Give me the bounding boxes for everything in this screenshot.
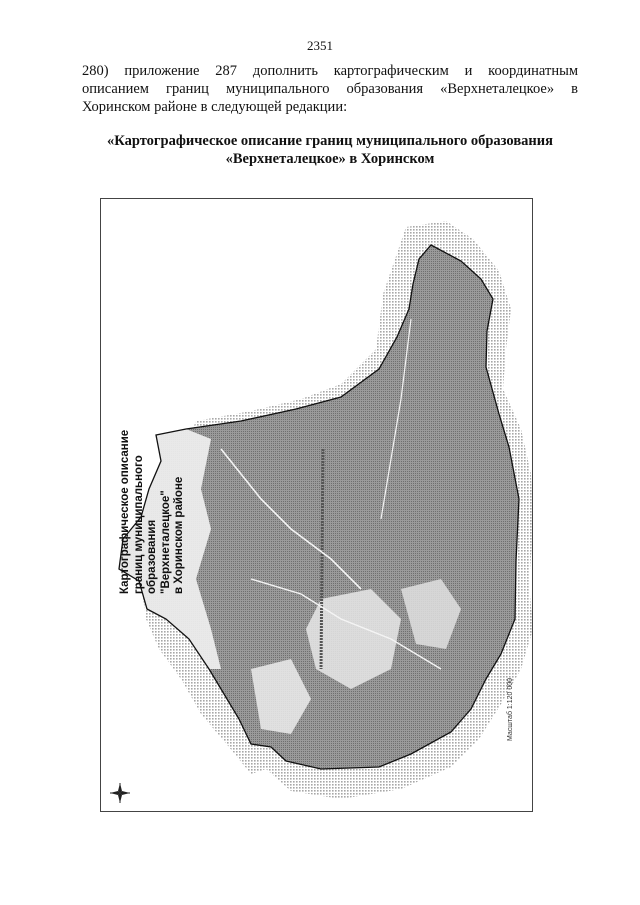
- intro-paragraph: [82, 62, 578, 116]
- legend-line-5: в Хоринском районе: [173, 476, 185, 594]
- intro-line-1: 280) приложение 287 дополнить картографическим и координатным: [82, 63, 578, 79]
- intro-line-2: описанием границ муниципального образования «Верхнеталецкое» в: [82, 81, 578, 97]
- heading-line-1: «Картографическое описание границ муниципального образования: [107, 133, 553, 149]
- legend-line-4: "Верхнеталецкое": [159, 490, 172, 594]
- compass-rose-icon: [109, 782, 131, 804]
- section-heading: [82, 132, 578, 168]
- map-frame: [100, 198, 533, 812]
- legend-line-2: границ муниципального: [132, 455, 145, 594]
- heading-line-2: «Верхнеталецкое» в Хоринском: [225, 151, 435, 167]
- legend-line-3: образования: [146, 519, 158, 594]
- scale-label: Масштаб 1:120 000: [507, 677, 514, 741]
- page-number: 2351: [307, 38, 333, 53]
- intro-line-3: Хоринском районе в следующей редакции:: [82, 99, 348, 115]
- map-legend: [119, 394, 187, 594]
- legend-line-1: Картографическое описание: [119, 429, 131, 594]
